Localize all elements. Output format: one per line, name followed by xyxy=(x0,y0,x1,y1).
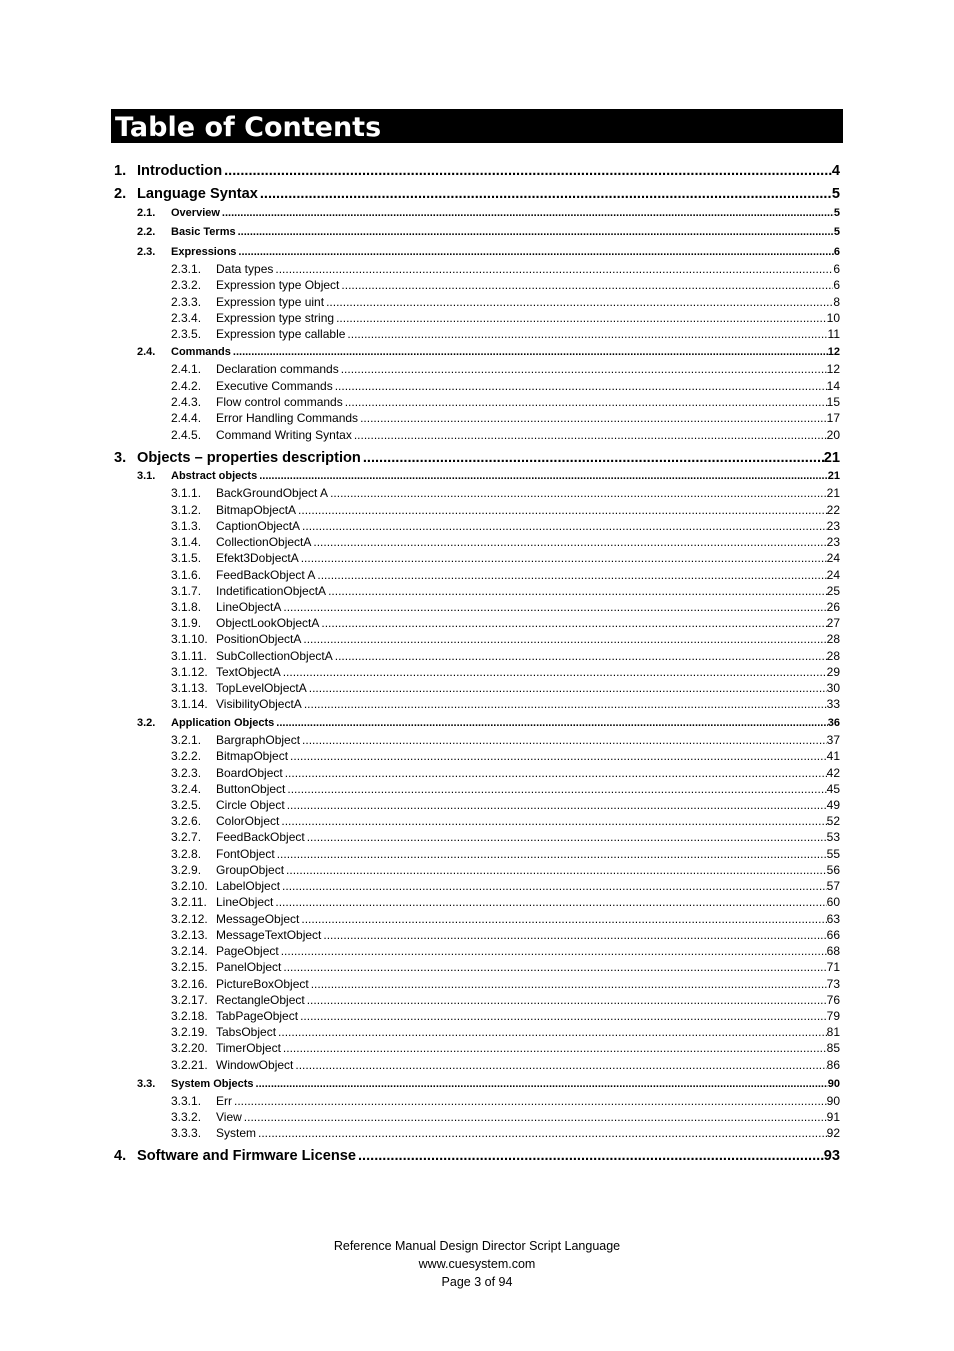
toc-dot-leader xyxy=(256,1078,828,1090)
toc-entry-title: GroupObject xyxy=(216,863,285,877)
toc-entry-number: 2.4.4. xyxy=(171,411,202,425)
toc-dot-leader xyxy=(287,798,827,812)
toc-dot-leader xyxy=(358,1148,824,1164)
toc-entry-3-3-1[interactable] xyxy=(171,1094,840,1110)
toc-dot-leader xyxy=(234,1094,827,1108)
toc-entry-3-1-1[interactable] xyxy=(171,486,840,502)
toc-entry-number: 3.1.5. xyxy=(171,551,202,565)
toc-entry-page: 21 xyxy=(823,450,840,466)
toc-entry-number: 3.1.7. xyxy=(171,584,202,598)
toc-entry-number: 3.1.9. xyxy=(171,616,202,630)
toc-entry-title: ObjectLookObjectA xyxy=(216,616,320,630)
toc-entry-title: MessageTextObject xyxy=(216,928,322,942)
toc-entry-title: Commands xyxy=(171,346,231,358)
toc-entry-3-1-5[interactable] xyxy=(171,551,840,567)
toc-entry-number: 2.4.3. xyxy=(171,395,202,409)
toc-entry-page: 91 xyxy=(826,1110,840,1124)
toc-entry-title: VisibilityObjectA xyxy=(216,697,302,711)
toc-entry-page: 33 xyxy=(826,697,840,711)
toc-entry-title: TabPageObject xyxy=(216,1009,299,1023)
toc-entry-2-3[interactable] xyxy=(137,246,840,262)
toc-entry-title: FeedBackObject xyxy=(216,830,305,844)
toc-entry-page: 15 xyxy=(826,395,840,409)
toc-entry-3[interactable] xyxy=(114,450,840,470)
toc-entry-number: 3.1.11. xyxy=(171,649,207,663)
toc-dot-leader xyxy=(295,1058,826,1072)
toc-entry-page: 24 xyxy=(826,568,840,582)
toc-entry-page: 23 xyxy=(826,535,840,549)
toc-entry-title: SubCollectionObjectA xyxy=(216,649,333,663)
toc-entry-3-1-2[interactable] xyxy=(171,503,840,519)
toc-entry-title: BitmapObjectA xyxy=(216,503,297,517)
toc-dot-leader xyxy=(233,346,828,358)
toc-entry-number: 3.2. xyxy=(137,717,156,729)
toc-entry-3-1-14[interactable] xyxy=(171,697,840,713)
toc-entry-title: BitmapObject xyxy=(216,749,289,763)
toc-entry-3-2-14[interactable] xyxy=(171,944,840,960)
toc-dot-leader xyxy=(238,246,833,258)
toc-dot-leader xyxy=(328,584,827,598)
toc-entry-2[interactable] xyxy=(114,186,840,206)
toc-entry-3-2-4[interactable] xyxy=(171,782,840,798)
toc-entry-3-2-9[interactable] xyxy=(171,863,840,879)
toc-entry-page: 21 xyxy=(826,486,840,500)
toc-dot-leader xyxy=(335,379,827,393)
toc-entry-page: 28 xyxy=(826,632,840,646)
toc-entry-3-2-7[interactable] xyxy=(171,830,840,846)
toc-dot-leader xyxy=(335,649,827,663)
toc-entry-title: View xyxy=(216,1110,242,1124)
toc-entry-title: Objects – properties description xyxy=(137,450,361,466)
toc-dot-leader xyxy=(309,681,827,695)
toc-entry-page: 41 xyxy=(826,749,840,763)
toc-entry-number: 3.2.4. xyxy=(171,782,202,796)
toc-entry-number: 3.2.16. xyxy=(171,977,208,991)
toc-entry-number: 3.3.2. xyxy=(171,1110,202,1124)
toc-entry-page: 6 xyxy=(833,262,840,276)
toc-entry-number: 1. xyxy=(114,163,127,179)
toc-dot-leader xyxy=(281,814,826,828)
toc-entry-title: LineObjectA xyxy=(216,600,282,614)
toc-entry-title: Abstract objects xyxy=(171,470,258,482)
toc-entry-title: ButtonObject xyxy=(216,782,286,796)
toc-entry-title: LineObject xyxy=(216,895,274,909)
toc-entry-title: Flow control commands xyxy=(216,395,343,409)
toc-entry-title: Basic Terms xyxy=(171,226,236,238)
toc-entry-2-2[interactable] xyxy=(137,226,840,242)
toc-dot-leader xyxy=(354,428,827,442)
toc-entry-page: 17 xyxy=(826,411,840,425)
toc-entry-number: 2.3.4. xyxy=(171,311,202,325)
toc-entry-number: 2.3.2. xyxy=(171,278,202,292)
toc-dot-leader xyxy=(287,782,826,796)
toc-entry-title: ColorObject xyxy=(216,814,280,828)
toc-entry-title: WindowObject xyxy=(216,1058,294,1072)
toc-entry-page: 71 xyxy=(826,960,840,974)
footer-page-number: Page 3 of 94 xyxy=(441,1275,513,1289)
toc-entry-number: 3.2.14. xyxy=(171,944,208,958)
toc-dot-leader xyxy=(277,847,827,861)
toc-entry-title: PanelObject xyxy=(216,960,282,974)
toc-entry-title: Expression type Object xyxy=(216,278,340,292)
toc-entry-page: 6 xyxy=(833,278,840,292)
toc-dot-leader xyxy=(304,697,827,711)
toc-entry-title: Data types xyxy=(216,262,274,276)
toc-entry-title: PictureBoxObject xyxy=(216,977,309,991)
toc-entry-title: IndetificationObjectA xyxy=(216,584,327,598)
toc-entry-2-4-2[interactable] xyxy=(171,379,840,395)
toc-entry-title: Efekt3DobjectA xyxy=(216,551,299,565)
toc-entry-title: Expression type callable xyxy=(216,327,346,341)
toc-entry-3-1-13[interactable] xyxy=(171,681,840,697)
toc-entry-3-2-16[interactable] xyxy=(171,977,840,993)
toc-entry-3-3-2[interactable] xyxy=(171,1110,840,1126)
toc-dot-leader xyxy=(300,1009,827,1023)
toc-entry-page: 53 xyxy=(826,830,840,844)
toc-entry-4[interactable] xyxy=(114,1148,840,1168)
toc-entry-page: 92 xyxy=(826,1126,840,1140)
toc-dot-leader xyxy=(301,551,827,565)
toc-dot-leader xyxy=(317,568,826,582)
toc-entry-3-2-20[interactable] xyxy=(171,1041,840,1057)
toc-dot-leader xyxy=(283,960,826,974)
toc-entry-3-2-19[interactable] xyxy=(171,1025,840,1041)
toc-entry-number: 2.4. xyxy=(137,346,156,358)
toc-dot-leader xyxy=(336,311,827,325)
toc-dot-leader xyxy=(341,278,833,292)
toc-dot-leader xyxy=(290,749,827,763)
toc-entry-page: 30 xyxy=(826,681,840,695)
toc-dot-leader xyxy=(363,450,824,466)
toc-entry-number: 3.3. xyxy=(137,1078,156,1090)
toc-entry-number: 3.2.21. xyxy=(171,1058,208,1072)
toc-entry-2-4-4[interactable] xyxy=(171,411,840,427)
toc-entry-number: 2.4.5. xyxy=(171,428,202,442)
toc-entry-3-2-13[interactable] xyxy=(171,928,840,944)
toc-entry-number: 3.2.3. xyxy=(171,766,202,780)
toc-entry-number: 3.1.3. xyxy=(171,519,202,533)
toc-dot-leader xyxy=(326,295,833,309)
toc-dot-leader xyxy=(311,977,827,991)
toc-entry-page: 12 xyxy=(827,346,840,358)
toc-entry-title: CaptionObjectA xyxy=(216,519,301,533)
toc-entry-3-3-3[interactable] xyxy=(171,1126,840,1142)
toc-dot-leader xyxy=(282,879,827,893)
toc-entry-3-2-18[interactable] xyxy=(171,1009,840,1025)
toc-entry-page: 90 xyxy=(826,1094,840,1108)
toc-entry-3-2-15[interactable] xyxy=(171,960,840,976)
toc-entry-number: 3.1.8. xyxy=(171,600,202,614)
toc-entry-number: 3.3.1. xyxy=(171,1094,202,1108)
toc-entry-3-2-2[interactable] xyxy=(171,749,840,765)
toc-dot-leader xyxy=(275,895,826,909)
toc-entry-3-2-17[interactable] xyxy=(171,993,840,1009)
toc-dot-leader xyxy=(303,632,826,646)
toc-entry-number: 3. xyxy=(114,450,127,466)
toc-entry-number: 3.2.19. xyxy=(171,1025,208,1039)
toc-dot-leader xyxy=(307,993,827,1007)
toc-entry-number: 2.1. xyxy=(137,207,156,219)
toc-entry-3-2-3[interactable] xyxy=(171,766,840,782)
toc-entry-title: System Objects xyxy=(171,1078,254,1090)
footer-website: www.cuesystem.com xyxy=(418,1257,536,1271)
toc-entry-3-1-9[interactable] xyxy=(171,616,840,632)
toc-entry-title: MessageObject xyxy=(216,912,300,926)
toc-entry-title: Language Syntax xyxy=(137,186,258,202)
toc-entry-page: 5 xyxy=(833,207,840,219)
toc-entry-page: 12 xyxy=(826,362,840,376)
toc-entry-page: 14 xyxy=(826,379,840,393)
toc-entry-page: 86 xyxy=(826,1058,840,1072)
toc-dot-leader xyxy=(285,766,827,780)
toc-entry-3-1-6[interactable] xyxy=(171,568,840,584)
toc-entry-page: 63 xyxy=(826,912,840,926)
toc-entry-title: Introduction xyxy=(137,163,223,179)
toc-entry-number: 3.1.12. xyxy=(171,665,208,679)
toc-entry-page: 6 xyxy=(833,246,840,258)
toc-entry-number: 3.2.5. xyxy=(171,798,202,812)
toc-entry-page: 28 xyxy=(826,649,840,663)
toc-entry-number: 2.2. xyxy=(137,226,156,238)
toc-entry-number: 3.2.1. xyxy=(171,733,202,747)
toc-entry-page: 5 xyxy=(833,226,840,238)
toc-entry-page: 29 xyxy=(826,665,840,679)
toc-entry-number: 3.1.14. xyxy=(171,697,208,711)
toc-entry-page: 85 xyxy=(826,1041,840,1055)
toc-entry-number: 3.2.17. xyxy=(171,993,208,1007)
toc-entry-title: Command Writing Syntax xyxy=(216,428,352,442)
toc-entry-title: BackGroundObject A xyxy=(216,486,329,500)
toc-dot-leader xyxy=(302,519,827,533)
toc-entry-page: 45 xyxy=(826,782,840,796)
toc-entry-2-3-5[interactable] xyxy=(171,327,840,343)
toc-dot-leader xyxy=(275,262,833,276)
toc-entry-3-1-12[interactable] xyxy=(171,665,840,681)
toc-entry-page: 27 xyxy=(826,616,840,630)
toc-entry-number: 3.1.1. xyxy=(171,486,202,500)
toc-entry-title: Expression type uint xyxy=(216,295,325,309)
toc-entry-number: 3.1.4. xyxy=(171,535,202,549)
toc-entry-number: 3.2.12. xyxy=(171,912,208,926)
toc-entry-3-2-12[interactable] xyxy=(171,912,840,928)
toc-entry-page: 11 xyxy=(827,327,840,341)
toc-entry-3-1-11[interactable] xyxy=(171,649,840,665)
toc-entry-title: Expression type string xyxy=(216,311,335,325)
toc-entry-number: 3.1.10. xyxy=(171,632,208,646)
toc-dot-leader xyxy=(238,226,834,238)
toc-entry-page: 60 xyxy=(826,895,840,909)
toc-entry-title: RectangleObject xyxy=(216,993,305,1007)
toc-entry-number: 3.2.8. xyxy=(171,847,202,861)
toc-entry-3-2[interactable] xyxy=(137,717,840,733)
toc-entry-title: Declaration commands xyxy=(216,362,339,376)
footer-title: Reference Manual Design Director Script Language xyxy=(333,1239,621,1253)
toc-entry-3-1[interactable] xyxy=(137,470,840,486)
toc-entry-page: 57 xyxy=(826,879,840,893)
toc-entry-2-3-1[interactable] xyxy=(171,262,840,278)
toc-dot-leader xyxy=(258,1126,827,1140)
toc-entry-title: Err xyxy=(216,1094,232,1108)
toc-entry-number: 3.1.6. xyxy=(171,568,202,582)
toc-entry-number: 3.2.11. xyxy=(171,895,207,909)
toc-dot-leader xyxy=(330,486,827,500)
toc-entry-2-4-5[interactable] xyxy=(171,428,840,444)
toc-entry-number: 2.3.5. xyxy=(171,327,202,341)
toc-entry-title: TopLevelObjectA xyxy=(216,681,307,695)
toc-entry-page: 52 xyxy=(826,814,840,828)
toc-entry-page: 55 xyxy=(826,847,840,861)
toc-entry-number: 2.4.1. xyxy=(171,362,202,376)
toc-entry-page: 8 xyxy=(833,295,840,309)
toc-entry-2-3-2[interactable] xyxy=(171,278,840,294)
toc-dot-leader xyxy=(283,665,827,679)
toc-entry-title: TextObjectA xyxy=(216,665,281,679)
toc-dot-leader xyxy=(341,362,827,376)
toc-entry-number: 4. xyxy=(114,1148,127,1164)
toc-entry-number: 3.3.3. xyxy=(171,1126,202,1140)
toc-dot-leader xyxy=(276,717,827,729)
toc-dot-leader xyxy=(222,207,834,219)
toc-entry-1[interactable] xyxy=(114,163,840,183)
toc-entry-page: 36 xyxy=(827,717,840,729)
toc-entry-3-3[interactable] xyxy=(137,1078,840,1094)
toc-entry-title: Application Objects xyxy=(171,717,275,729)
toc-entry-title: PositionObjectA xyxy=(216,632,302,646)
toc-entry-number: 3.1. xyxy=(137,470,156,482)
toc-entry-number: 3.1.2. xyxy=(171,503,202,517)
toc-entry-page: 90 xyxy=(827,1078,840,1090)
toc-entry-title: Expressions xyxy=(171,246,237,258)
toc-dot-leader xyxy=(283,1041,827,1055)
toc-entry-number: 2.4.2. xyxy=(171,379,202,393)
toc-entry-2-3-3[interactable] xyxy=(171,295,840,311)
toc-entry-3-1-7[interactable] xyxy=(171,584,840,600)
toc-entry-page: 24 xyxy=(826,551,840,565)
toc-entry-page: 25 xyxy=(826,584,840,598)
toc-entry-page: 81 xyxy=(826,1025,840,1039)
toc-entry-3-2-10[interactable] xyxy=(171,879,840,895)
toc-dot-leader xyxy=(283,600,826,614)
toc-entry-page: 21 xyxy=(827,470,840,482)
toc-dot-leader xyxy=(307,830,827,844)
toc-entry-page: 37 xyxy=(826,733,840,747)
toc-entry-3-2-21[interactable] xyxy=(171,1058,840,1074)
toc-entry-page: 4 xyxy=(831,163,840,179)
toc-entry-page: 10 xyxy=(826,311,840,325)
toc-entry-number: 3.2.9. xyxy=(171,863,202,877)
toc-dot-leader xyxy=(244,1110,827,1124)
toc-entry-page: 66 xyxy=(826,928,840,942)
toc-entry-page: 93 xyxy=(823,1148,840,1164)
toc-dot-leader xyxy=(313,535,826,549)
toc-entry-number: 2. xyxy=(114,186,127,202)
toc-dot-leader xyxy=(345,395,827,409)
toc-entry-3-2-11[interactable] xyxy=(171,895,840,911)
toc-entry-3-2-1[interactable] xyxy=(171,733,840,749)
toc-entry-page: 56 xyxy=(826,863,840,877)
toc-entry-title: FeedBackObject A xyxy=(216,568,316,582)
toc-entry-page: 5 xyxy=(831,186,840,202)
toc-dot-leader xyxy=(347,327,827,341)
toc-entry-page: 73 xyxy=(826,977,840,991)
toc-entry-number: 3.2.10. xyxy=(171,879,208,893)
toc-entry-3-2-5[interactable] xyxy=(171,798,840,814)
toc-dot-leader xyxy=(323,928,826,942)
toc-entry-title: Overview xyxy=(171,207,220,219)
toc-entry-page: 42 xyxy=(826,766,840,780)
toc-dot-leader xyxy=(301,912,826,926)
toc-dot-leader xyxy=(321,616,826,630)
toc-entry-number: 3.2.13. xyxy=(171,928,208,942)
toc-dot-leader xyxy=(286,863,827,877)
toc-entry-page: 20 xyxy=(826,428,840,442)
toc-entry-number: 3.2.6. xyxy=(171,814,202,828)
toc-entry-3-1-10[interactable] xyxy=(171,632,840,648)
toc-dot-leader xyxy=(302,733,827,747)
toc-heading: Table of Contents xyxy=(115,112,382,143)
toc-entry-title: Software and Firmware License xyxy=(137,1148,356,1164)
toc-entry-number: 2.3. xyxy=(137,246,156,258)
toc-entry-page: 68 xyxy=(826,944,840,958)
toc-entry-title: Circle Object xyxy=(216,798,285,812)
toc-entry-page: 26 xyxy=(826,600,840,614)
toc-entry-3-1-3[interactable] xyxy=(171,519,840,535)
toc-entry-number: 3.2.18. xyxy=(171,1009,208,1023)
toc-entry-page: 22 xyxy=(826,503,840,517)
toc-entry-title: TimerObject xyxy=(216,1041,281,1055)
toc-dot-leader xyxy=(259,470,828,482)
toc-entry-title: FontObject xyxy=(216,847,275,861)
toc-dot-leader xyxy=(281,944,827,958)
toc-entry-2-3-4[interactable] xyxy=(171,311,840,327)
toc-entry-3-1-4[interactable] xyxy=(171,535,840,551)
toc-entry-number: 3.2.2. xyxy=(171,749,202,763)
toc-entry-number: 3.1.13. xyxy=(171,681,208,695)
toc-entry-number: 3.2.15. xyxy=(171,960,208,974)
toc-entry-2-4[interactable] xyxy=(137,346,840,362)
toc-entry-2-4-1[interactable] xyxy=(171,362,840,378)
toc-entry-title: BargraphObject xyxy=(216,733,301,747)
toc-entry-number: 2.3.3. xyxy=(171,295,202,309)
toc-entry-title: Error Handling Commands xyxy=(216,411,359,425)
toc-entry-page: 79 xyxy=(826,1009,840,1023)
toc-entry-2-1[interactable] xyxy=(137,207,840,223)
toc-dot-leader xyxy=(224,163,832,179)
toc-entry-title: System xyxy=(216,1126,257,1140)
toc-entry-title: LabelObject xyxy=(216,879,281,893)
toc-entry-number: 3.2.7. xyxy=(171,830,202,844)
toc-entry-3-2-6[interactable] xyxy=(171,814,840,830)
toc-entry-3-2-8[interactable] xyxy=(171,847,840,863)
toc-entry-number: 2.3.1. xyxy=(171,262,202,276)
toc-entry-title: CollectionObjectA xyxy=(216,535,312,549)
toc-entry-title: PageObject xyxy=(216,944,279,958)
toc-entry-title: BoardObject xyxy=(216,766,283,780)
toc-entry-number: 3.2.20. xyxy=(171,1041,208,1055)
toc-entry-title: Executive Commands xyxy=(216,379,333,393)
toc-dot-leader xyxy=(278,1025,827,1039)
toc-dot-leader xyxy=(298,503,827,517)
toc-entry-3-1-8[interactable] xyxy=(171,600,840,616)
toc-entry-2-4-3[interactable] xyxy=(171,395,840,411)
toc-entry-page: 23 xyxy=(826,519,840,533)
toc-entry-title: TabsObject xyxy=(216,1025,277,1039)
toc-entry-page: 76 xyxy=(826,993,840,1007)
toc-dot-leader xyxy=(260,186,832,202)
toc-dot-leader xyxy=(360,411,827,425)
toc-entry-page: 49 xyxy=(826,798,840,812)
